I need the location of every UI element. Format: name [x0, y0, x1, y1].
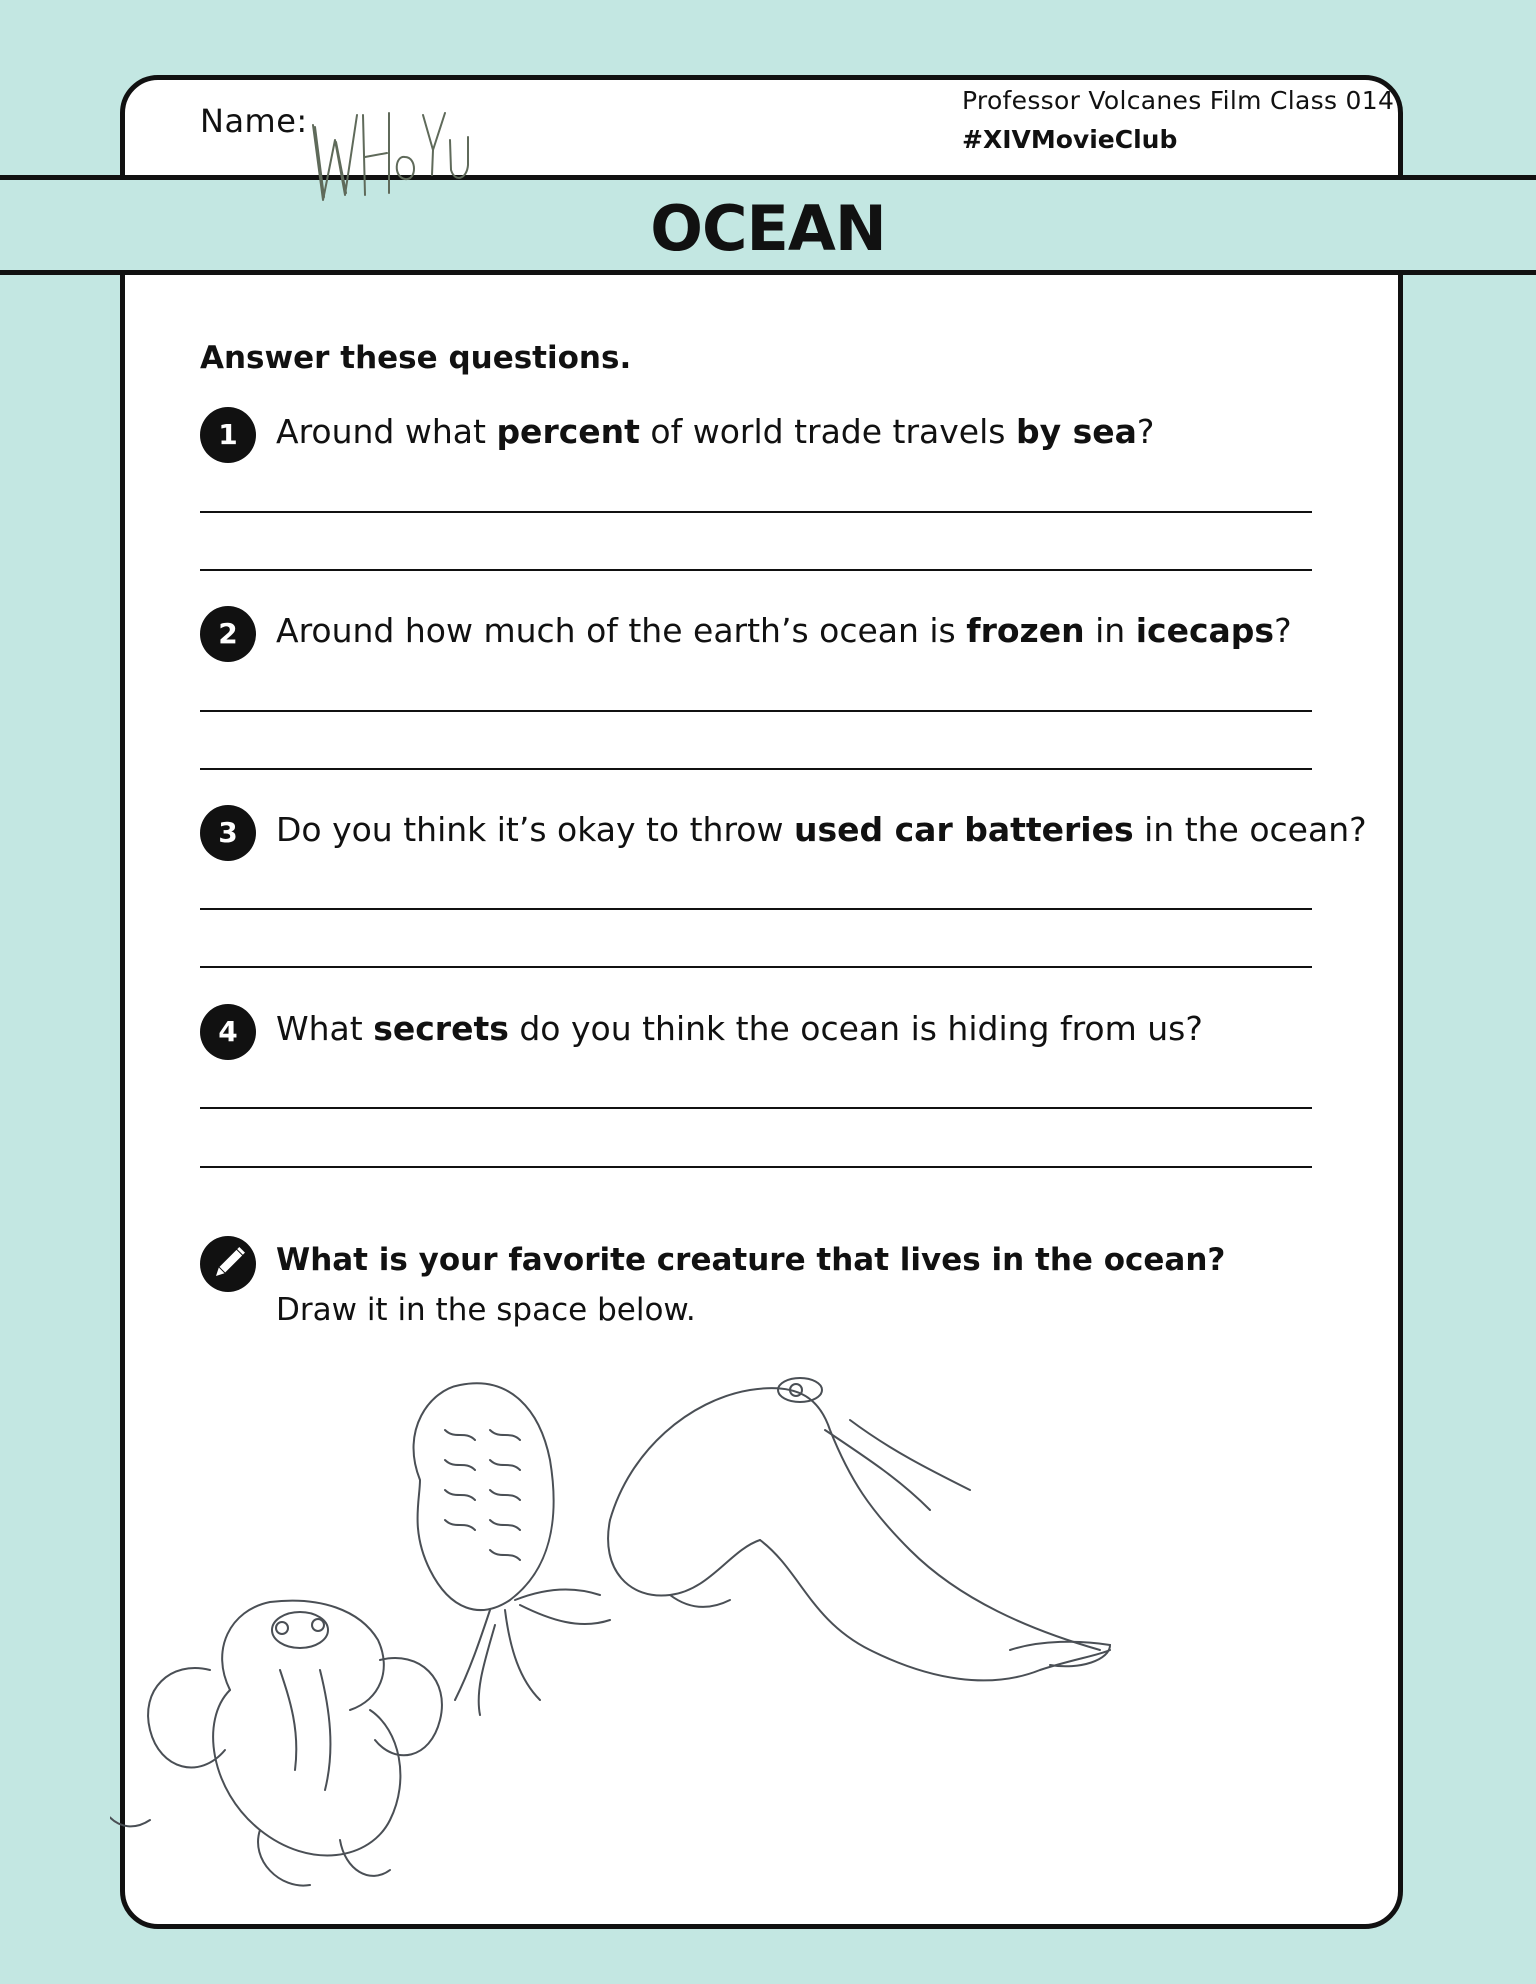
cuttlefish-sketch-front: [110, 1601, 442, 1886]
answer-line[interactable]: [200, 768, 1312, 770]
pencil-icon: [200, 1236, 256, 1292]
question-number-badge: 1: [200, 407, 256, 463]
class-info: Professor Volcanes Film Class 014: [962, 86, 1395, 115]
answer-line[interactable]: [200, 1107, 1312, 1109]
question-number-badge: 4: [200, 1004, 256, 1060]
instructions-heading: Answer these questions.: [200, 340, 632, 376]
answer-line[interactable]: [200, 966, 1312, 968]
question-number-badge: 3: [200, 805, 256, 861]
question-4-text: What secrets do you think the ocean is hiding from us?: [276, 1009, 1203, 1048]
cuttlefish-sketch-side: [608, 1378, 1110, 1680]
answer-line[interactable]: [200, 710, 1312, 712]
answer-line[interactable]: [200, 1166, 1312, 1168]
question-number-badge: 2: [200, 606, 256, 662]
answer-line[interactable]: [200, 569, 1312, 571]
drawing-instruction: Draw it in the space below.: [276, 1292, 696, 1328]
drawing-prompt: What is your favorite creature that lives in the ocean?: [276, 1242, 1226, 1278]
question-3-text: Do you think it’s okay to throw used car batteries in the ocean?: [276, 810, 1367, 849]
cuttlefish-sketch-top: [414, 1383, 610, 1715]
handwritten-signature: [305, 95, 475, 215]
drawing-area[interactable]: [110, 1370, 1290, 1930]
page-title: OCEAN: [650, 192, 886, 265]
name-label: Name:: [200, 102, 308, 140]
question-1-text: Around what percent of world trade travels by sea?: [276, 412, 1155, 451]
answer-line[interactable]: [200, 908, 1312, 910]
question-2-text: Around how much of the earth’s ocean is frozen in icecaps?: [276, 611, 1292, 650]
hashtag: #XIVMovieClub: [962, 125, 1178, 154]
answer-line[interactable]: [200, 511, 1312, 513]
